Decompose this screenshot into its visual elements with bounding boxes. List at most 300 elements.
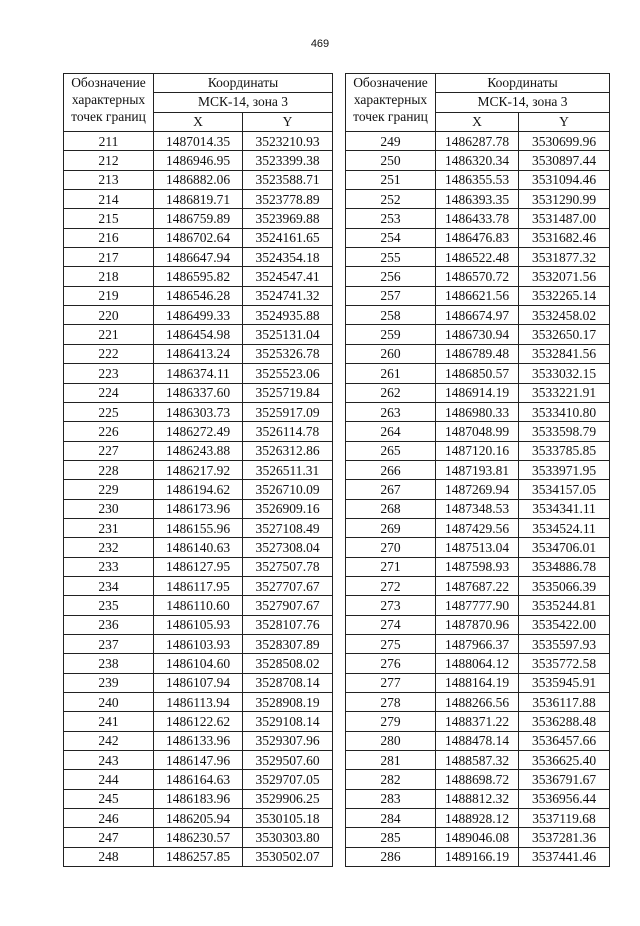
table-row (64, 789, 333, 808)
y-coordinate-cell: 3535422.00 (519, 615, 610, 634)
x-coordinate-cell: 1486122.62 (154, 712, 243, 731)
table-row (64, 596, 333, 615)
table-row (346, 170, 610, 189)
y-coordinate-cell: 3523778.89 (243, 190, 333, 209)
table-row (64, 306, 333, 325)
x-coordinate-cell: 1486155.96 (154, 518, 243, 537)
x-coordinate-cell: 1486393.35 (436, 190, 519, 209)
point-number-cell: 284 (346, 809, 436, 828)
point-number-cell: 266 (346, 460, 436, 479)
point-number-cell: 256 (346, 267, 436, 286)
point-number-cell: 242 (64, 731, 154, 750)
table-row (346, 480, 610, 499)
table-row (346, 809, 610, 828)
x-coordinate-cell: 1486730.94 (436, 325, 519, 344)
x-coordinate-cell: 1486117.95 (154, 576, 243, 595)
y-coordinate-cell: 3537119.68 (519, 809, 610, 828)
table-row (64, 712, 333, 731)
x-coordinate-cell: 1488266.56 (436, 693, 519, 712)
point-number-cell: 259 (346, 325, 436, 344)
table-row (64, 209, 333, 228)
point-number-cell: 227 (64, 441, 154, 460)
table-row (346, 712, 610, 731)
point-number-cell: 236 (64, 615, 154, 634)
x-coordinate-cell: 1486110.60 (154, 596, 243, 615)
header-y: Y (243, 112, 333, 131)
table-row (346, 615, 610, 634)
table-row (346, 286, 610, 305)
table-row (346, 770, 610, 789)
x-coordinate-cell: 1486674.97 (436, 306, 519, 325)
table-row (64, 364, 333, 383)
point-number-cell: 240 (64, 693, 154, 712)
point-number-cell: 248 (64, 847, 154, 866)
y-coordinate-cell: 3525326.78 (243, 344, 333, 363)
table-row (346, 460, 610, 479)
y-coordinate-cell: 3532265.14 (519, 286, 610, 305)
x-coordinate-cell: 1486499.33 (154, 306, 243, 325)
table-row (64, 770, 333, 789)
point-number-cell: 223 (64, 364, 154, 383)
y-coordinate-cell: 3525131.04 (243, 325, 333, 344)
x-coordinate-cell: 1486595.82 (154, 267, 243, 286)
table-row (346, 731, 610, 750)
table-row (346, 499, 610, 518)
y-coordinate-cell: 3533221.91 (519, 383, 610, 402)
point-number-cell: 264 (346, 422, 436, 441)
y-coordinate-cell: 3527308.04 (243, 538, 333, 557)
point-number-cell: 249 (346, 132, 436, 151)
x-coordinate-cell: 1487014.35 (154, 132, 243, 151)
x-coordinate-cell: 1486105.93 (154, 615, 243, 634)
table-row (64, 460, 333, 479)
table-row (346, 248, 610, 267)
table-row (346, 402, 610, 421)
y-coordinate-cell: 3526114.78 (243, 422, 333, 441)
point-number-cell: 283 (346, 789, 436, 808)
x-coordinate-cell: 1486320.34 (436, 151, 519, 170)
x-coordinate-cell: 1486355.53 (436, 170, 519, 189)
point-number-cell: 217 (64, 248, 154, 267)
point-number-cell: 219 (64, 286, 154, 305)
y-coordinate-cell: 3532458.02 (519, 306, 610, 325)
y-coordinate-cell: 3530105.18 (243, 809, 333, 828)
table-row (346, 306, 610, 325)
header-coordinates: Координаты (436, 74, 610, 93)
table-row (346, 325, 610, 344)
y-coordinate-cell: 3536288.48 (519, 712, 610, 731)
table-row (64, 190, 333, 209)
y-coordinate-cell: 3530303.80 (243, 828, 333, 847)
x-coordinate-cell: 1489046.08 (436, 828, 519, 847)
y-coordinate-cell: 3536457.66 (519, 731, 610, 750)
point-number-cell: 265 (346, 441, 436, 460)
y-coordinate-cell: 3527907.67 (243, 596, 333, 615)
point-number-cell: 281 (346, 751, 436, 770)
x-coordinate-cell: 1486243.88 (154, 441, 243, 460)
y-coordinate-cell: 3528107.76 (243, 615, 333, 634)
point-number-cell: 257 (346, 286, 436, 305)
point-number-cell: 214 (64, 190, 154, 209)
y-coordinate-cell: 3534886.78 (519, 557, 610, 576)
x-coordinate-cell: 1486946.95 (154, 151, 243, 170)
point-number-cell: 233 (64, 557, 154, 576)
point-number-cell: 247 (64, 828, 154, 847)
y-coordinate-cell: 3531682.46 (519, 228, 610, 247)
y-coordinate-cell: 3524161.65 (243, 228, 333, 247)
table-row (64, 557, 333, 576)
table-row (64, 151, 333, 170)
x-coordinate-cell: 1486522.48 (436, 248, 519, 267)
x-coordinate-cell: 1486194.62 (154, 480, 243, 499)
y-coordinate-cell: 3529507.60 (243, 751, 333, 770)
header-designation-line-1: Обозначение (71, 75, 146, 90)
point-number-cell: 274 (346, 615, 436, 634)
point-number-cell: 267 (346, 480, 436, 499)
x-coordinate-cell: 1486127.95 (154, 557, 243, 576)
point-number-cell: 258 (346, 306, 436, 325)
y-coordinate-cell: 3524354.18 (243, 248, 333, 267)
point-number-cell: 280 (346, 731, 436, 750)
table-row (64, 325, 333, 344)
x-coordinate-cell: 1486303.73 (154, 402, 243, 421)
y-coordinate-cell: 3524741.32 (243, 286, 333, 305)
x-coordinate-cell: 1486107.94 (154, 673, 243, 692)
table-row (64, 828, 333, 847)
x-coordinate-cell: 1486147.96 (154, 751, 243, 770)
y-coordinate-cell: 3535597.93 (519, 634, 610, 653)
header-coordinate-system: МСК-14, зона 3 (154, 93, 333, 112)
table-row (346, 847, 610, 866)
point-number-cell: 250 (346, 151, 436, 170)
y-coordinate-cell: 3527707.67 (243, 576, 333, 595)
point-number-cell: 268 (346, 499, 436, 518)
point-number-cell: 226 (64, 422, 154, 441)
y-coordinate-cell: 3535066.39 (519, 576, 610, 595)
y-coordinate-cell: 3531290.99 (519, 190, 610, 209)
point-number-cell: 261 (346, 364, 436, 383)
x-coordinate-cell: 1487687.22 (436, 576, 519, 595)
table-row (64, 809, 333, 828)
y-coordinate-cell: 3530897.44 (519, 151, 610, 170)
table-row (64, 538, 333, 557)
header-designation-line-2: характерных (353, 92, 428, 107)
x-coordinate-cell: 1486621.56 (436, 286, 519, 305)
point-number-cell: 263 (346, 402, 436, 421)
y-coordinate-cell: 3526312.86 (243, 441, 333, 460)
y-coordinate-cell: 3536625.40 (519, 751, 610, 770)
point-number-cell: 285 (346, 828, 436, 847)
y-coordinate-cell: 3531877.32 (519, 248, 610, 267)
y-coordinate-cell: 3528908.19 (243, 693, 333, 712)
point-number-cell: 279 (346, 712, 436, 731)
x-coordinate-cell: 1488064.12 (436, 654, 519, 673)
table-row (346, 422, 610, 441)
table-row (346, 344, 610, 363)
y-coordinate-cell: 3532650.17 (519, 325, 610, 344)
table-row (346, 596, 610, 615)
header-designation-line-3: точек границ (353, 109, 428, 124)
table-row (64, 693, 333, 712)
y-coordinate-cell: 3533971.95 (519, 460, 610, 479)
x-coordinate-cell: 1486546.28 (154, 286, 243, 305)
point-number-cell: 221 (64, 325, 154, 344)
table-row (346, 209, 610, 228)
x-coordinate-cell: 1487048.99 (436, 422, 519, 441)
point-number-cell: 275 (346, 634, 436, 653)
y-coordinate-cell: 3535945.91 (519, 673, 610, 692)
table-row (64, 286, 333, 305)
table-row (64, 383, 333, 402)
point-number-cell: 276 (346, 654, 436, 673)
table-row (346, 132, 610, 151)
table-body-right (346, 132, 610, 867)
y-coordinate-cell: 3528508.02 (243, 654, 333, 673)
table-row (346, 538, 610, 557)
y-coordinate-cell: 3533032.15 (519, 364, 610, 383)
header-designation-line-2: характерных (71, 92, 146, 107)
point-number-cell: 260 (346, 344, 436, 363)
point-number-cell: 238 (64, 654, 154, 673)
x-coordinate-cell: 1486337.60 (154, 383, 243, 402)
point-number-cell: 270 (346, 538, 436, 557)
x-coordinate-cell: 1486133.96 (154, 731, 243, 750)
point-number-cell: 253 (346, 209, 436, 228)
y-coordinate-cell: 3533410.80 (519, 402, 610, 421)
header-y: Y (519, 112, 610, 131)
y-coordinate-cell: 3529307.96 (243, 731, 333, 750)
y-coordinate-cell: 3532841.56 (519, 344, 610, 363)
x-coordinate-cell: 1487120.16 (436, 441, 519, 460)
y-coordinate-cell: 3536956.44 (519, 789, 610, 808)
x-coordinate-cell: 1487348.53 (436, 499, 519, 518)
point-number-cell: 262 (346, 383, 436, 402)
x-coordinate-cell: 1486140.63 (154, 538, 243, 557)
x-coordinate-cell: 1487777.90 (436, 596, 519, 615)
point-number-cell: 282 (346, 770, 436, 789)
point-number-cell: 244 (64, 770, 154, 789)
x-coordinate-cell: 1487513.04 (436, 538, 519, 557)
header-x: X (154, 112, 243, 131)
y-coordinate-cell: 3528708.14 (243, 673, 333, 692)
table-row (64, 499, 333, 518)
table-row (64, 344, 333, 363)
header-designation (64, 74, 154, 132)
x-coordinate-cell: 1488812.32 (436, 789, 519, 808)
point-number-cell: 216 (64, 228, 154, 247)
point-number-cell: 231 (64, 518, 154, 537)
x-coordinate-cell: 1488698.72 (436, 770, 519, 789)
y-coordinate-cell: 3532071.56 (519, 267, 610, 286)
point-number-cell: 229 (64, 480, 154, 499)
y-coordinate-cell: 3536117.88 (519, 693, 610, 712)
table-row (346, 267, 610, 286)
table-row (64, 228, 333, 247)
point-number-cell: 241 (64, 712, 154, 731)
y-coordinate-cell: 3530502.07 (243, 847, 333, 866)
table-row (346, 673, 610, 692)
table-row (64, 751, 333, 770)
x-coordinate-cell: 1486374.11 (154, 364, 243, 383)
header-designation (346, 74, 436, 132)
table-row (64, 267, 333, 286)
point-number-cell: 277 (346, 673, 436, 692)
y-coordinate-cell: 3523969.88 (243, 209, 333, 228)
y-coordinate-cell: 3525719.84 (243, 383, 333, 402)
point-number-cell: 211 (64, 132, 154, 151)
table-row (346, 693, 610, 712)
x-coordinate-cell: 1486103.93 (154, 634, 243, 653)
x-coordinate-cell: 1488928.12 (436, 809, 519, 828)
y-coordinate-cell: 3535772.58 (519, 654, 610, 673)
x-coordinate-cell: 1486476.83 (436, 228, 519, 247)
y-coordinate-cell: 3529707.05 (243, 770, 333, 789)
x-coordinate-cell: 1486413.24 (154, 344, 243, 363)
coordinates-table-left (63, 73, 333, 867)
y-coordinate-cell: 3529906.25 (243, 789, 333, 808)
table-row (64, 615, 333, 634)
x-coordinate-cell: 1486183.96 (154, 789, 243, 808)
table-row (346, 518, 610, 537)
y-coordinate-cell: 3530699.96 (519, 132, 610, 151)
table-row (346, 557, 610, 576)
y-coordinate-cell: 3531487.00 (519, 209, 610, 228)
point-number-cell: 272 (346, 576, 436, 595)
y-coordinate-cell: 3524935.88 (243, 306, 333, 325)
y-coordinate-cell: 3525917.09 (243, 402, 333, 421)
table-body-left (64, 132, 333, 867)
table-row (64, 673, 333, 692)
x-coordinate-cell: 1486217.92 (154, 460, 243, 479)
point-number-cell: 271 (346, 557, 436, 576)
y-coordinate-cell: 3535244.81 (519, 596, 610, 615)
x-coordinate-cell: 1486647.94 (154, 248, 243, 267)
x-coordinate-cell: 1486570.72 (436, 267, 519, 286)
point-number-cell: 269 (346, 518, 436, 537)
point-number-cell: 215 (64, 209, 154, 228)
table-row (64, 576, 333, 595)
point-number-cell: 246 (64, 809, 154, 828)
table-row (64, 132, 333, 151)
y-coordinate-cell: 3534341.11 (519, 499, 610, 518)
x-coordinate-cell: 1486257.85 (154, 847, 243, 866)
point-number-cell: 232 (64, 538, 154, 557)
table-row (346, 828, 610, 847)
table-row (346, 190, 610, 209)
y-coordinate-cell: 3526909.16 (243, 499, 333, 518)
table-row (346, 228, 610, 247)
x-coordinate-cell: 1487269.94 (436, 480, 519, 499)
point-number-cell: 224 (64, 383, 154, 402)
x-coordinate-cell: 1486173.96 (154, 499, 243, 518)
point-number-cell: 251 (346, 170, 436, 189)
x-coordinate-cell: 1486702.64 (154, 228, 243, 247)
x-coordinate-cell: 1488164.19 (436, 673, 519, 692)
point-number-cell: 230 (64, 499, 154, 518)
point-number-cell: 243 (64, 751, 154, 770)
table-row (64, 170, 333, 189)
y-coordinate-cell: 3534706.01 (519, 538, 610, 557)
y-coordinate-cell: 3527507.78 (243, 557, 333, 576)
point-number-cell: 228 (64, 460, 154, 479)
x-coordinate-cell: 1486914.19 (436, 383, 519, 402)
x-coordinate-cell: 1487870.96 (436, 615, 519, 634)
point-number-cell: 218 (64, 267, 154, 286)
y-coordinate-cell: 3536791.67 (519, 770, 610, 789)
table-row (64, 654, 333, 673)
x-coordinate-cell: 1486454.98 (154, 325, 243, 344)
y-coordinate-cell: 3529108.14 (243, 712, 333, 731)
table-row (64, 422, 333, 441)
table-row (346, 576, 610, 595)
table-row (64, 634, 333, 653)
y-coordinate-cell: 3528307.89 (243, 634, 333, 653)
point-number-cell: 222 (64, 344, 154, 363)
x-coordinate-cell: 1486164.63 (154, 770, 243, 789)
y-coordinate-cell: 3524547.41 (243, 267, 333, 286)
point-number-cell: 213 (64, 170, 154, 189)
point-number-cell: 239 (64, 673, 154, 692)
table-row (346, 751, 610, 770)
point-number-cell: 286 (346, 847, 436, 866)
point-number-cell: 278 (346, 693, 436, 712)
table-row (346, 634, 610, 653)
x-coordinate-cell: 1487966.37 (436, 634, 519, 653)
x-coordinate-cell: 1488478.14 (436, 731, 519, 750)
x-coordinate-cell: 1486850.57 (436, 364, 519, 383)
y-coordinate-cell: 3523399.38 (243, 151, 333, 170)
table-row (64, 731, 333, 750)
x-coordinate-cell: 1486819.71 (154, 190, 243, 209)
x-coordinate-cell: 1486205.94 (154, 809, 243, 828)
y-coordinate-cell: 3534157.05 (519, 480, 610, 499)
table-row (64, 402, 333, 421)
table-row (64, 847, 333, 866)
header-coordinates: Координаты (154, 74, 333, 93)
point-number-cell: 234 (64, 576, 154, 595)
x-coordinate-cell: 1488371.22 (436, 712, 519, 731)
table-row (346, 654, 610, 673)
table-row (346, 789, 610, 808)
y-coordinate-cell: 3534524.11 (519, 518, 610, 537)
x-coordinate-cell: 1486104.60 (154, 654, 243, 673)
x-coordinate-cell: 1486759.89 (154, 209, 243, 228)
point-number-cell: 220 (64, 306, 154, 325)
point-number-cell: 235 (64, 596, 154, 615)
x-coordinate-cell: 1488587.32 (436, 751, 519, 770)
table-row (346, 383, 610, 402)
y-coordinate-cell: 3526511.31 (243, 460, 333, 479)
table-row (64, 518, 333, 537)
y-coordinate-cell: 3537281.36 (519, 828, 610, 847)
x-coordinate-cell: 1487598.93 (436, 557, 519, 576)
x-coordinate-cell: 1486882.06 (154, 170, 243, 189)
table-row (346, 441, 610, 460)
point-number-cell: 255 (346, 248, 436, 267)
x-coordinate-cell: 1489166.19 (436, 847, 519, 866)
x-coordinate-cell: 1486287.78 (436, 132, 519, 151)
x-coordinate-cell: 1487429.56 (436, 518, 519, 537)
table-row (346, 364, 610, 383)
coordinates-table-right (345, 73, 610, 867)
point-number-cell: 212 (64, 151, 154, 170)
y-coordinate-cell: 3525523.06 (243, 364, 333, 383)
y-coordinate-cell: 3531094.46 (519, 170, 610, 189)
y-coordinate-cell: 3523588.71 (243, 170, 333, 189)
point-number-cell: 252 (346, 190, 436, 209)
x-coordinate-cell: 1486433.78 (436, 209, 519, 228)
y-coordinate-cell: 3537441.46 (519, 847, 610, 866)
